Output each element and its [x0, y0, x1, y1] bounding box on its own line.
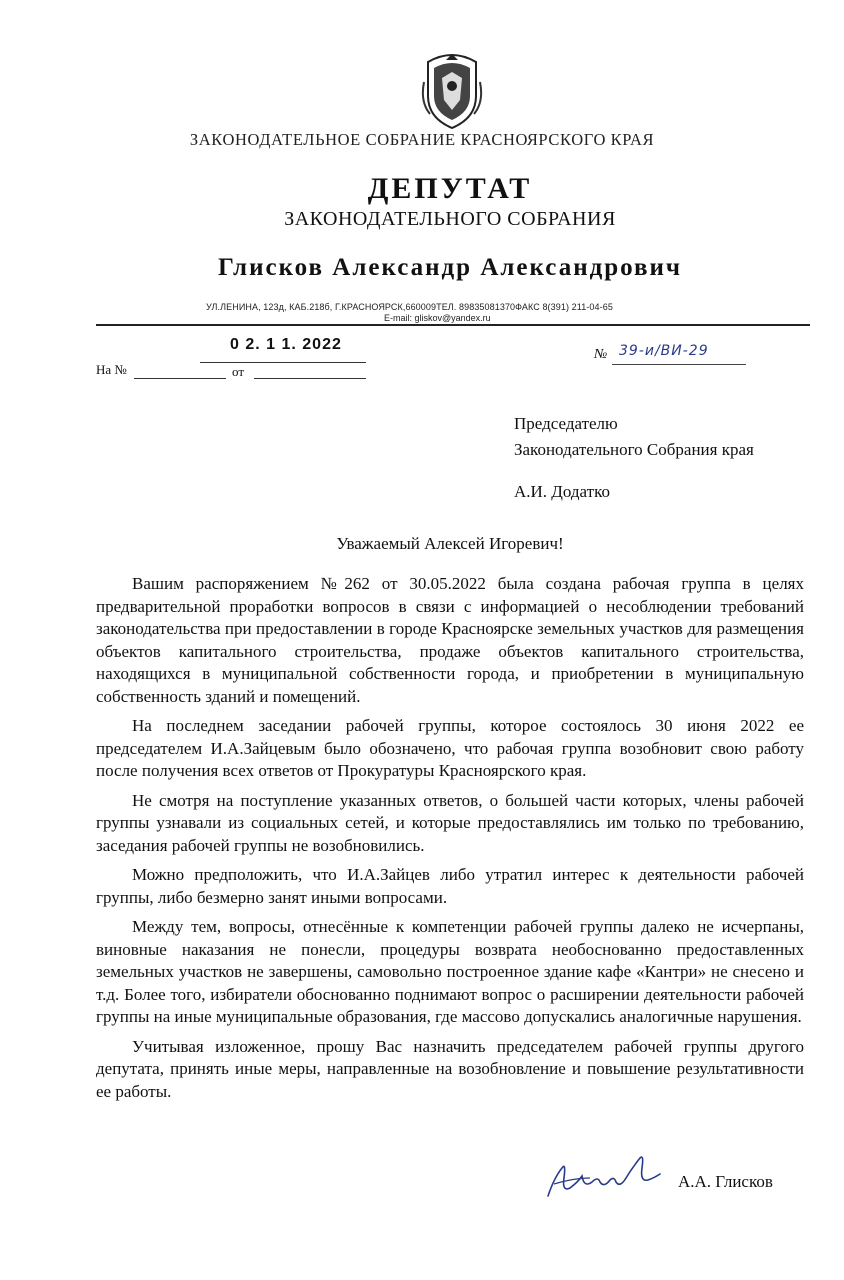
body-paragraph: Между тем, вопросы, отнесённые к компетенции рабочей группы далеко не исчерпаны, виновные наказания не понесли, процедуры возврата необоснованно предоставленных земельных участков не завершены, самовольно построенное здание кафе «Кантри» не снесено и т.д. Более того, избиратели обоснованно поднимают вопрос о расширении деятельности рабочей группы на иные муниципальные образования, где массово допускались аналогичные нарушения.	[96, 917, 804, 1026]
letterhead-divider	[96, 324, 810, 326]
addressee-block	[514, 411, 754, 463]
reference-date-label: от	[232, 364, 245, 379]
coat-of-arms-emblem	[420, 52, 484, 130]
letter-body	[96, 573, 804, 1110]
letterhead-title: ДЕПУТАТ	[367, 172, 533, 205]
addressee-organization: Законодательного Собрания края	[514, 440, 754, 459]
handwritten-signature	[544, 1148, 664, 1204]
body-paragraph: На последнем заседании рабочей группы, которое состоялось 30 июня 2022 ее председателем И.А.Зайцевым было обозначено, что рабочая группа возобновит свою работу после получения всех ответов от Прокуратуры Красноярского края.	[96, 716, 804, 780]
signatory-name: А.А. Глисков	[678, 1172, 773, 1191]
reference-number-line	[134, 378, 226, 379]
salutation: Уважаемый Алексей Игоревич!	[336, 534, 564, 553]
letterhead-subtitle: ЗАКОНОДАТЕЛЬНОГО СОБРАНИЯ	[284, 208, 616, 230]
deputy-name: Глисков Александр Александрович	[217, 254, 683, 281]
body-paragraph: Не смотря на поступление указанных ответов, о большей части которых, члены рабочей группы узнавали из социальных сетей, и которые предоставлялись им только по требованию, заседания рабочей группы не возобновились.	[96, 790, 804, 855]
outgoing-number-label: №	[594, 347, 608, 362]
contact-address: УЛ.ЛЕНИНА, 123д, КАБ.218б, Г.КРАСНОЯРСК,660009ТЕЛ. 89835081370ФАКС 8(391) 211-04-65	[206, 302, 613, 312]
date-underline	[200, 362, 366, 363]
reference-date-line	[254, 378, 366, 379]
outgoing-date-stamp: 0 2. 1 1. 2022	[230, 336, 342, 353]
addressee-name: А.И. Додатко	[514, 482, 610, 501]
body-paragraph: Вашим распоряжением №262 от 30.05.2022 была создана рабочая группа в целях предварительной проработки вопросов в связи с информацией о несоблюдении требований законодательства при предоставлении в городе Красноярске земельных участков для размещения объектов капитального строительства, продаже объектов капитального строительства, находящихся в муниципальной собственности города, и приобретении в муниципальную собственность зданий и помещений.	[96, 574, 804, 706]
body-paragraph: Можно предположить, что И.А.Зайцев либо утратил интерес к деятельности рабочей группы, либо безмерно занят иными вопросами.	[96, 865, 804, 907]
organization-name: ЗАКОНОДАТЕЛЬНОЕ СОБРАНИЕ КРАСНОЯРСКОГО КРАЯ	[189, 130, 655, 149]
addressee-title: Председателю	[514, 414, 618, 433]
outgoing-number-handwritten: 39-и/ВИ-29	[619, 343, 709, 359]
body-paragraph: Учитывая изложенное, прошу Вас назначить председателем рабочей группы другого депутата, принять иные меры, направленные на возобновление и повышение результативности ее работы.	[96, 1036, 804, 1101]
contact-email: E-mail: gliskov@yandex.ru	[384, 313, 491, 323]
reference-number-label: На №	[96, 362, 127, 377]
outgoing-number-line	[612, 364, 746, 365]
